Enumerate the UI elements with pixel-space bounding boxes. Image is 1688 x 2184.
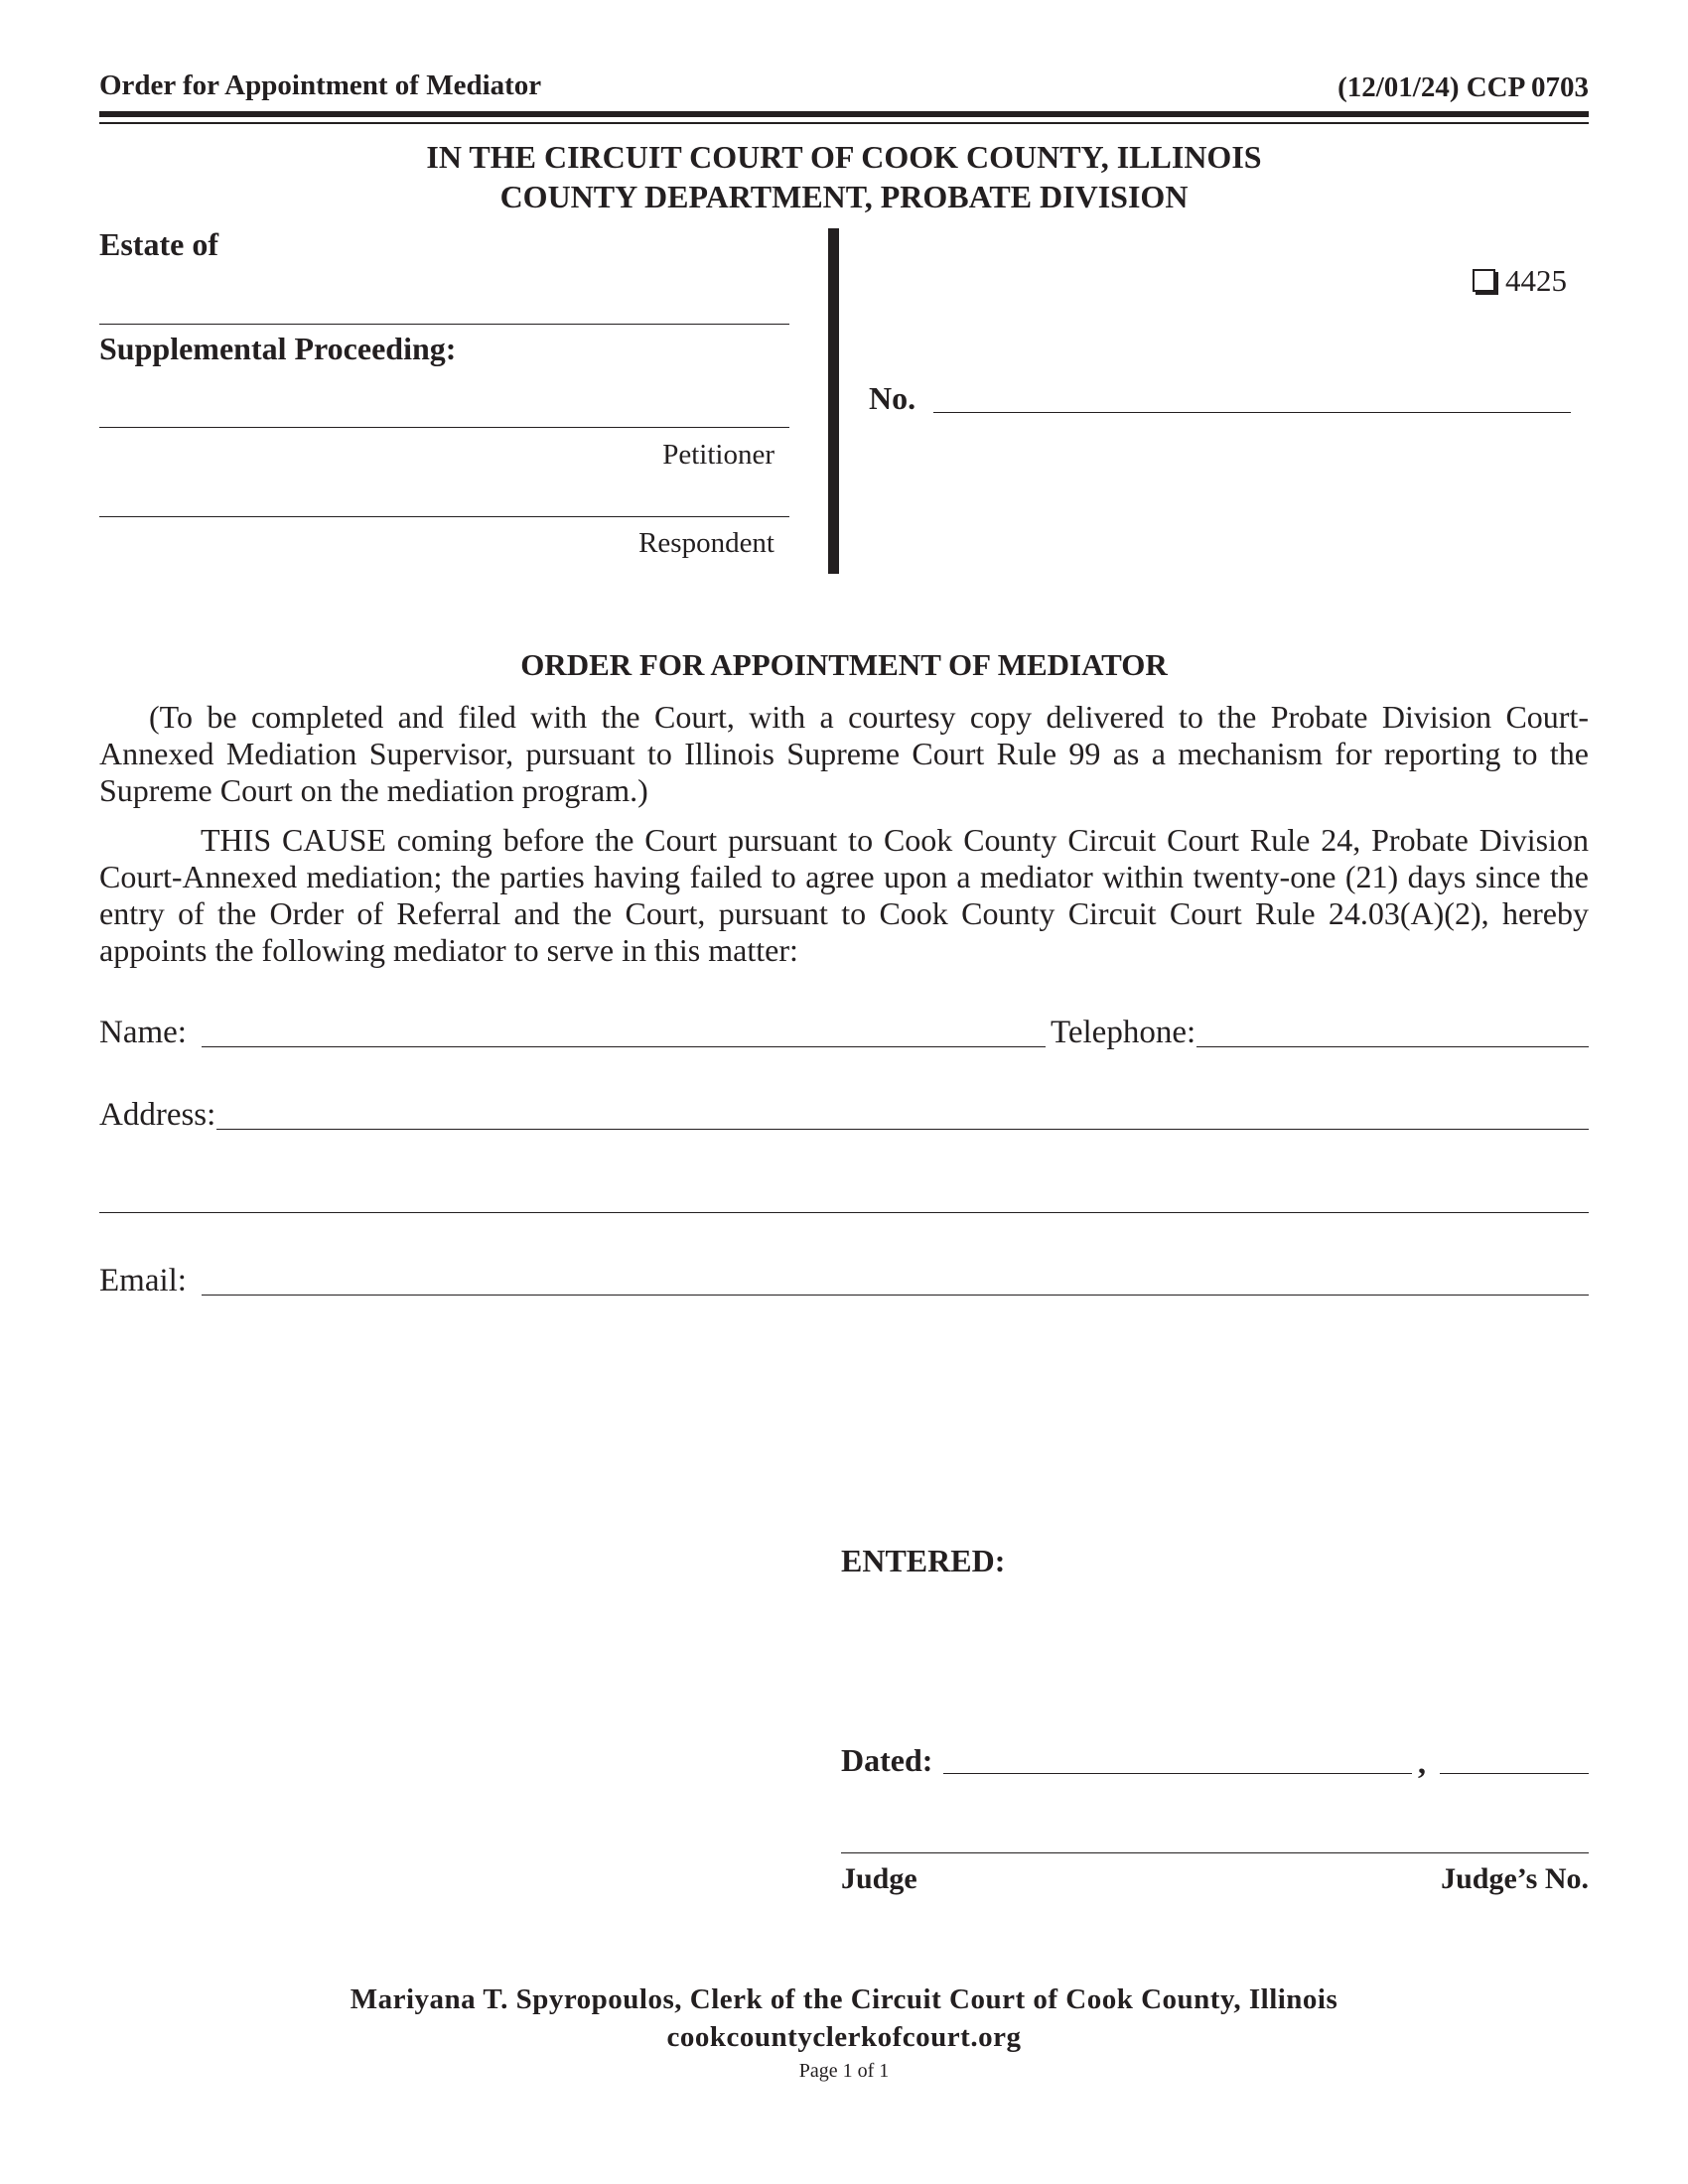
respondent-line[interactable] (99, 516, 789, 517)
dated-year-line[interactable] (1440, 1773, 1589, 1774)
email-label: Email: (99, 1263, 187, 1298)
form-title: Order for Appointment of Mediator (99, 69, 542, 101)
dated-comma: , (1418, 1744, 1426, 1780)
header-rule-thin (99, 122, 1589, 124)
dated-label: Dated: (841, 1742, 933, 1778)
address-line-1[interactable] (216, 1129, 1589, 1130)
supplemental-label: Supplemental Proceeding: (99, 331, 457, 366)
case-no-label: No. (869, 380, 916, 416)
footer-website: cookcountyclerkofcourt.org (666, 2021, 1022, 2053)
judge-signature-line[interactable] (841, 1852, 1589, 1853)
case-no-line[interactable] (933, 412, 1571, 413)
estate-label: Estate of (99, 226, 218, 262)
order-instructions: (To be completed and filed with the Court, with a courtesy copy delivered to the Probate Division Court-Annexed Mediation Supervisor, pursuant to Illinois Supreme Court Rule 99 as a mechanism for reporting to the Supreme Court on the mediation program.) (99, 699, 1589, 808)
address-label: Address: (99, 1097, 216, 1133)
form-code: (12/01/24) CCP 0703 (1337, 71, 1589, 103)
court-line-1: IN THE CIRCUIT COURT OF COOK COUNTY, ILLINOIS (426, 139, 1262, 175)
petitioner-line[interactable] (99, 427, 789, 428)
petitioner-label: Petitioner (662, 439, 774, 471)
telephone-line[interactable] (1196, 1046, 1589, 1047)
dated-line[interactable] (943, 1773, 1412, 1774)
judge-no-label: Judge’s No. (1441, 1862, 1589, 1895)
footer-page: Page 1 of 1 (798, 2060, 890, 2082)
telephone-label: Telephone: (1051, 1015, 1196, 1050)
entered-label: ENTERED: (841, 1543, 1006, 1578)
order-body: THIS CAUSE coming before the Court pursuant to Cook County Circuit Court Rule 24, Probate Division Court-Annexed mediation; the parties having failed to agree upon a mediator within twenty-one (21) days since the entry of the Order of Referral and the Court, pursuant to Cook County Circuit Court Rule 24.03(A)(2), hereby appoints the following mediator to serve in this matter: (99, 822, 1589, 968)
caption-divider (828, 228, 839, 574)
estate-name-line[interactable] (99, 324, 789, 325)
address-line-2[interactable] (99, 1212, 1589, 1213)
footer-clerk: Mariyana T. Spyropoulos, Clerk of the Circuit Court of Cook County, Illinois (350, 1983, 1338, 2015)
judge-label: Judge (841, 1862, 917, 1895)
checkbox-box-icon[interactable] (1473, 269, 1495, 292)
email-line[interactable] (202, 1295, 1589, 1296)
court-heading (99, 137, 1589, 216)
court-line-2: COUNTY DEPARTMENT, PROBATE DIVISION (499, 179, 1189, 214)
order-title: ORDER FOR APPOINTMENT OF MEDIATOR (520, 647, 1168, 682)
checkbox-4425[interactable] (1473, 263, 1567, 299)
respondent-label: Respondent (638, 527, 774, 559)
header-rule-thick (99, 111, 1589, 117)
checkbox-code: 4425 (1505, 263, 1567, 298)
name-line[interactable] (202, 1046, 1046, 1047)
name-label: Name: (99, 1015, 187, 1050)
